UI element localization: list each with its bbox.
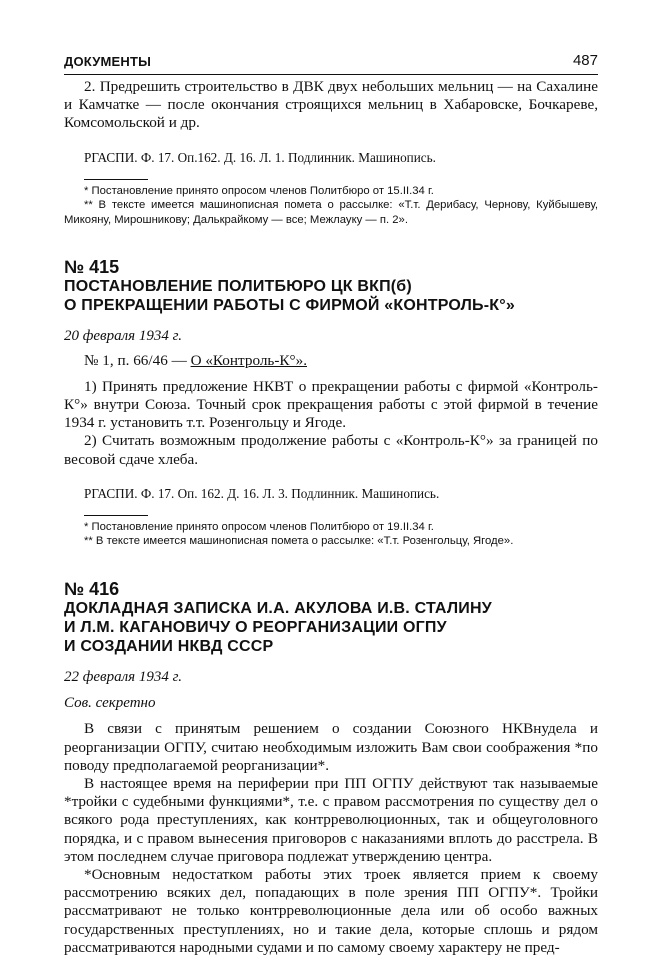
doc-415-title-line: ПОСТАНОВЛЕНИЕ ПОЛИТБЮРО ЦК ВКП(б): [64, 278, 412, 296]
doc-415-number: № 415: [64, 257, 120, 278]
footnote: * Постановление принято опросом членов Политбюро от 15.II.34 г.: [84, 184, 434, 197]
doc-416-paragraph: В настоящее время на периферии при ПП ОГПУ действуют так называемые *тройки с судебными функциями*, т.е. с правом рассмотрения по существу дел о всякого рода преступлениях, как контрреволюционных, так и общеуголовного порядка, и с правом вынесения приговоров с наказаниями вплоть до расстрела. В этом последнем случае приговора подлежат утверждению центра.: [64, 774, 598, 865]
doc-415-source: РГАСПИ. Ф. 17. Оп. 162. Д. 16. Л. 3. Подлинник. Машинопись.: [84, 485, 440, 501]
doc-415-ref-topic: О «Контроль-К°».: [190, 351, 307, 369]
doc-415-paragraph: 2) Считать возможным продолжение работы с «Контроль-К°» за границей по весовой сдаче хлеба.: [64, 432, 598, 468]
doc-415-ref-prefix: № 1, п. 66/46 —: [84, 351, 187, 369]
doc-416-number: № 416: [64, 578, 120, 599]
doc-416-title-line: И СОЗДАНИИ НКВД СССР: [64, 637, 274, 655]
prev-doc-paragraph: 2. Предрешить строительство в ДВК двух небольших мельниц — на Сахалине и Камчатке — после окончания строящихся мельниц в Хабаровске, Бочкареве, Комсомольской и др.: [64, 78, 598, 132]
doc-416-paragraph: В связи с принятым решением о создании Союзного НКВнудела и реорганизации ОГПУ, считаю необходимым изложить Вам свои соображения *по поводу предполагаемой реорганизации*.: [64, 720, 598, 774]
doc-416-title-line: И Л.М. КАГАНОВИЧУ О РЕОРГАНИЗАЦИИ ОГПУ: [64, 618, 447, 636]
running-header: [64, 54, 598, 75]
footnote: ** В тексте имеется машинописная помета о рассылке: «Т.т. Дерибасу, Чернову, Куйбышеву, Микояну, Мирошникову; Далькрайкому — все; Межлауку — п. 2».: [64, 199, 598, 226]
doc-415-reference: [64, 352, 598, 370]
footnote: ** В тексте имеется машинописная помета о рассылке: «Т.т. Розенгольцу, Ягоде».: [84, 535, 514, 548]
doc-416-date: 22 февраля 1934 г.: [64, 668, 182, 685]
prev-doc-footnotes: [64, 184, 598, 228]
prev-doc-source: РГАСПИ. Ф. 17. Оп.162. Д. 16. Л. 1. Подлинник. Машинопись.: [84, 149, 436, 165]
footnote-divider: [84, 515, 148, 516]
footnote-divider: [84, 179, 148, 180]
doc-416-classification: Сов. секретно: [64, 695, 156, 712]
page-number: 487: [572, 52, 598, 69]
footnote: * Постановление принято опросом членов Политбюро от 19.II.34 г.: [84, 520, 434, 533]
doc-415-paragraph: 1) Принять предложение НКВТ о прекращении работы с фирмой «Контроль-К°» внутри Союза. Точный срок прекращения работы с этой фирмой в течение 1934 г. установить т.т. Розенгольцу и Ягоде.: [64, 377, 598, 432]
doc-416-paragraph: *Основным недостатком работы этих троек является прием к своему рассмотрению всяких дел, попадающих в поле зрения ПП ОГПУ*. Тройки рассматривают не только контрреволюционные дела или об особо важных государственных преступлениях, но и такие дела, которые сплошь и рядом рассматриваются народными судами и по самому своему характеру не пред-: [64, 865, 598, 956]
doc-415-footnotes: [64, 520, 598, 549]
page-body: [64, 78, 598, 957]
doc-415-title-line: О ПРЕКРАЩЕНИИ РАБОТЫ С ФИРМОЙ «КОНТРОЛЬ-К°»: [64, 297, 515, 315]
doc-416-title-line: ДОКЛАДНАЯ ЗАПИСКА И.А. АКУЛОВА И.В. СТАЛИНУ: [64, 599, 492, 617]
section-title: ДОКУМЕНТЫ: [64, 54, 152, 69]
doc-415-date: 20 февраля 1934 г.: [64, 328, 182, 345]
